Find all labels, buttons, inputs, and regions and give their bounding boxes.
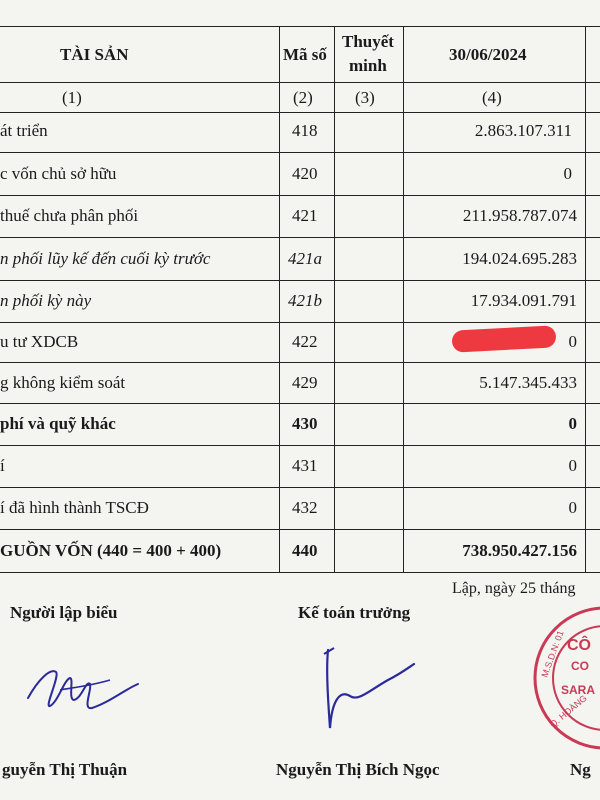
row-code: 440 (292, 541, 318, 560)
header-asset: TÀI SẢN (60, 45, 129, 64)
row-code: 420 (292, 164, 318, 183)
stamp-text-4: SARA (561, 683, 596, 697)
row-value: 738.950.427.156 (462, 541, 577, 560)
accountant-signature (310, 640, 420, 750)
stamp-text-1: M.S.D.N: 01 (539, 629, 566, 679)
row-label: át triển (0, 121, 48, 140)
row-value: 0 (568, 414, 577, 433)
row-label: g không kiểm soát (0, 373, 126, 392)
row-value: 17.934.091.791 (470, 291, 577, 310)
col-index-1: (1) (62, 88, 82, 107)
header-note-line1: Thuyết (342, 32, 394, 51)
director-name-partial: Ng (570, 760, 591, 779)
header-code: Mã số (283, 45, 327, 64)
preparer-signature (20, 650, 150, 720)
col-index-2: (2) (293, 88, 313, 107)
row-value: 0 (568, 498, 577, 517)
row-label: thuế chưa phân phối (0, 206, 139, 225)
col-index-4: (4) (482, 88, 502, 107)
row-label: n phối kỳ này (0, 291, 92, 310)
row-code: 430 (292, 414, 318, 433)
row-code: 418 (292, 121, 318, 140)
row-code: 421 (292, 206, 318, 225)
row-value: 2.863.107.311 (474, 121, 572, 140)
stamp-text-2: CÔ (567, 637, 591, 654)
col-index-3: (3) (355, 88, 375, 107)
row-label: phí và quỹ khác (0, 414, 116, 433)
signing-date: Lập, ngày 25 tháng (452, 580, 576, 597)
row-code: 431 (292, 456, 318, 475)
row-value: 0 (568, 332, 577, 351)
header-date: 30/06/2024 (449, 45, 527, 64)
row-label: n phối lũy kế đến cuối kỳ trước (0, 249, 211, 268)
stamp-text-5: Q. HOÀNG (547, 692, 589, 730)
company-stamp (525, 598, 600, 768)
row-label: GUỒN VỐN (440 = 400 + 400) (0, 541, 222, 560)
row-label: í (0, 456, 5, 475)
row-code: 421a (288, 249, 322, 268)
row-value: 5.147.345.433 (479, 373, 577, 392)
row-code: 421b (288, 291, 322, 310)
row-label: c vốn chủ sở hữu (0, 164, 117, 183)
row-label: u tư XDCB (0, 332, 79, 351)
accountant-title: Kế toán trưởng (298, 603, 411, 622)
row-code: 432 (292, 498, 318, 517)
header-note-line2: minh (349, 56, 387, 75)
row-value: 0 (568, 456, 577, 475)
row-label: í đã hình thành TSCĐ (0, 498, 149, 517)
row-value: 194.024.695.283 (462, 249, 577, 268)
row-value: 211.958.787.074 (462, 206, 577, 225)
accountant-name: Nguyễn Thị Bích Ngọc (276, 760, 440, 779)
stamp-text-3: CO (571, 659, 589, 673)
row-code: 422 (292, 332, 318, 351)
row-value: 0 (563, 164, 572, 183)
preparer-title: Người lập biểu (10, 603, 118, 622)
preparer-name: guyễn Thị Thuận (2, 760, 128, 779)
row-code: 429 (292, 373, 318, 392)
